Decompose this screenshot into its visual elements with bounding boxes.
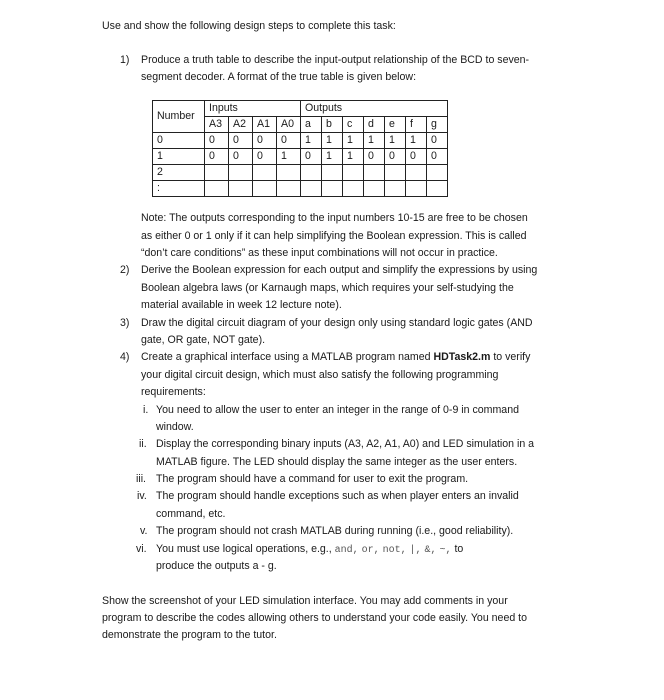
table-header-row-1 [153,101,448,117]
note-line-3: “don’t care conditions” as these input combinations will not occur in practice. [141,247,498,259]
cell [277,165,301,181]
sub-iii-line-1: The program should have a command for user to exit the program. [156,473,469,485]
cell [205,165,229,181]
cell: 0 [277,133,301,149]
col-header-a: a [301,117,322,133]
step-3-line-2: gate, OR gate, NOT gate). [141,334,266,346]
note-line-2: as either 0 or 1 only if it can help simplifying the Boolean expression. This is called [141,230,527,242]
table-row [153,149,448,165]
table-row [153,181,448,197]
cell [205,181,229,197]
cell: 1 [406,133,427,149]
cell [385,181,406,197]
col-header-b: b [322,117,343,133]
cell: 1 [343,133,364,149]
sub-ii-number: ii. [139,438,147,450]
inputs-header: Inputs [205,101,301,117]
cell [253,165,277,181]
cell [385,165,406,181]
step-2-line-2: Boolean algebra laws (or Karnaugh maps, which requires your self-studying the [141,282,514,294]
step-4-text-post: to verify [490,351,531,363]
row-number: : [153,181,205,197]
operator-pipe: |, [409,545,422,556]
closing-line-1: Show the screenshot of your LED simulation interface. You may add comments in your [102,595,508,607]
cell [427,181,448,197]
cell [277,181,301,197]
col-header-g: g [427,117,448,133]
sub-vi-line-1 [156,541,463,559]
step-2-number: 2) [120,264,130,276]
cell: 1 [322,149,343,165]
sub-iv-line-2: command, etc. [156,508,226,520]
step-1-number: 1) [120,54,130,66]
sub-iv-line-1: The program should handle exceptions such as when player enters an invalid [156,490,519,502]
row-number: 0 [153,133,205,149]
row-number: 2 [153,165,205,181]
cell [322,165,343,181]
cell [364,165,385,181]
cell: 0 [385,149,406,165]
cell [301,165,322,181]
operator-amp: &, [424,545,437,556]
sub-i-number: i. [143,404,149,416]
cell: 0 [301,149,322,165]
cell: 0 [229,133,253,149]
cell [322,181,343,197]
col-header-c: c [343,117,364,133]
cell: 0 [229,149,253,165]
cell: 0 [406,149,427,165]
cell [364,181,385,197]
step-4-text-pre: Create a graphical interface using a MATLAB program named [141,351,434,363]
program-name: HDTask2.m [433,351,491,363]
step-4-line-3: requirements: [141,386,206,398]
cell: 1 [385,133,406,149]
operator-and: and, [334,545,359,556]
col-header-e: e [385,117,406,133]
note-line-1: Note: The outputs corresponding to the input numbers 10-15 are free to be chosen [141,212,528,224]
step-2-line-3: material available in week 12 lecture note). [141,299,342,311]
cell [406,181,427,197]
sub-iii-number: iii. [136,473,147,485]
col-header-d: d [364,117,385,133]
sub-v-line-1: The program should not crash MATLAB during running (i.e., good reliability). [156,525,514,537]
cell: 0 [253,133,277,149]
cell [406,165,427,181]
cell: 0 [427,133,448,149]
step-1-line-1: Produce a truth table to describe the input-output relationship of the BCD to seven- [141,54,530,66]
cell: 1 [277,149,301,165]
cell: 0 [205,149,229,165]
closing-line-2: program to describe the codes allowing others to understand your code easily. You need to [102,612,528,624]
cell: 0 [205,133,229,149]
step-4-line-2: your digital circuit design, which must also satisfy the following programming [141,369,499,381]
row-number: 1 [153,149,205,165]
col-header-a0: A0 [277,117,301,133]
col-header-a2: A2 [229,117,253,133]
sub-ii-line-2: MATLAB figure. The LED should display the same integer as the user enters. [156,456,518,468]
cell: 0 [364,149,385,165]
cell: 1 [364,133,385,149]
cell [343,181,364,197]
intro-text: Use and show the following design steps to complete this task: [102,20,396,32]
sub-iv-number: iv. [137,490,147,502]
col-header-f: f [406,117,427,133]
sub-vi-text-post: to [454,543,464,555]
step-1-line-2: segment decoder. A format of the true table is given below: [141,71,417,83]
sub-vi-text-pre: You must use logical operations, e.g., [156,543,335,555]
operator-or: or, [361,545,380,556]
step-2-line-1: Derive the Boolean expression for each output and simplify the expressions by using [141,264,538,276]
cell: 1 [322,133,343,149]
closing-line-3: demonstrate the program to the tutor. [102,629,277,641]
cell: 0 [427,149,448,165]
col-header-a3: A3 [205,117,229,133]
operator-not: not, [382,545,407,556]
step-4-line-1 [141,349,530,366]
sub-ii-line-1: Display the corresponding binary inputs (A3, A2, A1, A0) and LED simulation in a [156,438,535,450]
col-header-a1: A1 [253,117,277,133]
step-3-line-1: Draw the digital circuit diagram of your design only using standard logic gates (AND [141,317,533,329]
cell: 1 [343,149,364,165]
cell [229,181,253,197]
cell [301,181,322,197]
step-3-number: 3) [120,317,130,329]
operator-tilde: ~, [439,545,452,556]
table-row [153,165,448,181]
table-row [153,133,448,149]
truth-table [152,100,448,197]
cell: 0 [253,149,277,165]
sub-vi-number: vi. [136,543,147,555]
sub-i-line-1: You need to allow the user to enter an integer in the range of 0-9 in command [156,404,519,416]
sub-i-line-2: window. [156,421,194,433]
step-4-number: 4) [120,351,130,363]
sub-v-number: v. [140,525,148,537]
cell [253,181,277,197]
cell: 1 [301,133,322,149]
cell [229,165,253,181]
cell [343,165,364,181]
outputs-header: Outputs [301,101,448,117]
number-header: Number [153,101,205,133]
cell [427,165,448,181]
sub-vi-line-2: produce the outputs a - g. [156,560,277,572]
